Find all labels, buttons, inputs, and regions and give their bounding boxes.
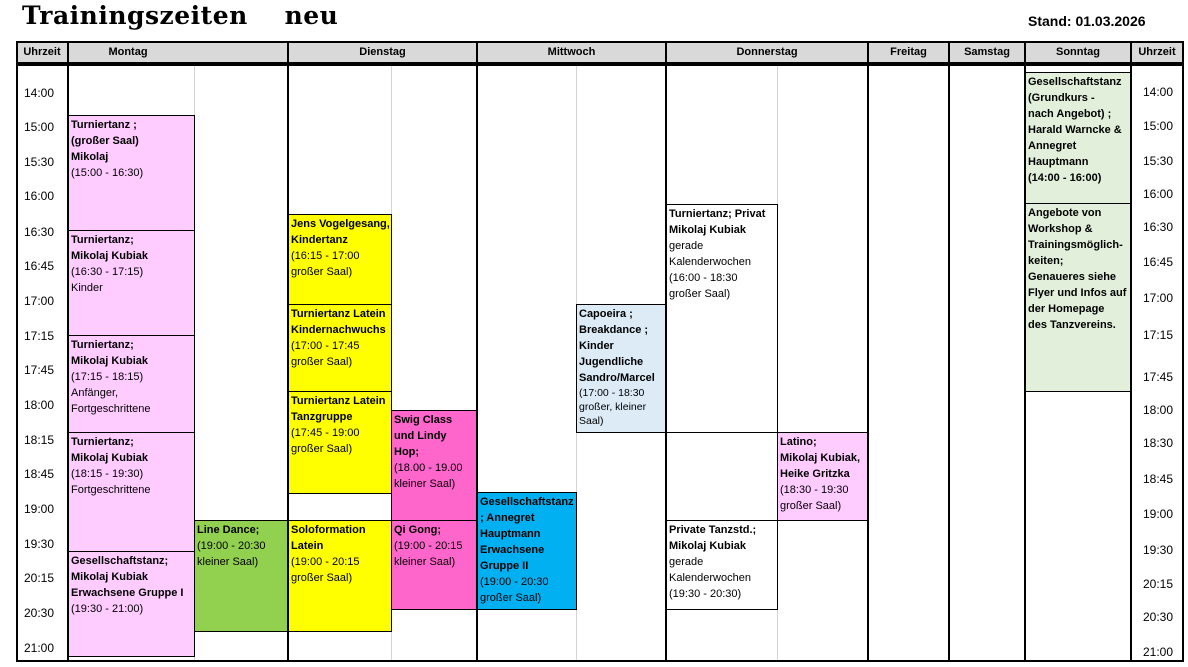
time-label: 20:30	[24, 606, 55, 620]
block-line: Turniertanz;	[71, 234, 134, 246]
time-label: 20:30	[1143, 610, 1174, 624]
block-line: Turniertanz ;	[71, 119, 137, 131]
time-label: 18:30	[1143, 436, 1174, 450]
block-line: großer Saal)	[291, 266, 353, 278]
header-samstag: Samstag	[949, 41, 1025, 64]
block-line: Kindertanz	[291, 234, 348, 246]
time-label: 14:00	[24, 86, 55, 100]
block-line: großer Saal)	[291, 356, 353, 368]
block-line: (17:00 - 18:30	[579, 387, 645, 399]
training-block-private-tanzstunde[interactable]	[666, 520, 778, 610]
time-label: 16:00	[1143, 187, 1174, 201]
block-line: Mikolaj	[71, 151, 109, 163]
time-label: 14:00	[1143, 85, 1174, 99]
time-label: 19:30	[1143, 543, 1174, 557]
training-block-kindertanz[interactable]	[288, 214, 392, 305]
training-block-gesellschaftstanz-gruppe-1[interactable]	[68, 551, 195, 657]
time-label: 21:00	[1143, 645, 1174, 659]
training-block-gesellschaftstanz-grundkurs[interactable]	[1025, 72, 1131, 204]
header-mittwoch: Mittwoch	[477, 41, 666, 64]
training-block-turniertanz-privat[interactable]	[666, 204, 778, 433]
block-line: Gesellschaftstanz	[480, 496, 574, 508]
block-line: (19:30 - 20:30)	[669, 588, 742, 600]
block-line: Hauptmann	[480, 528, 541, 540]
block-line: Line Dance;	[197, 524, 260, 536]
training-block-turniertanz-fortgeschrittene[interactable]	[68, 432, 195, 552]
time-label: 16:30	[1143, 220, 1174, 234]
training-block-turniertanz-kinder[interactable]	[68, 230, 195, 336]
time-label: 16:45	[1143, 255, 1174, 269]
block-line: (18.00 - 19.00	[394, 462, 463, 474]
header-donnerstag: Donnerstag	[666, 41, 868, 64]
header-sonntag: Sonntag	[1025, 41, 1131, 64]
block-line: Turniertanz Latein	[291, 395, 386, 407]
time-label: 20:15	[24, 571, 55, 585]
block-line: kleiner Saal)	[394, 478, 456, 490]
block-line: Latein	[291, 540, 324, 552]
grid-bottom-line	[16, 660, 1183, 662]
block-line: Workshop &	[1028, 223, 1093, 235]
block-line: keiten;	[1028, 255, 1064, 267]
block-line: Kindernachwuchs	[291, 324, 386, 336]
block-line: Mikolaj Kubiak	[71, 571, 149, 583]
block-line: Mikolaj Kubiak	[669, 224, 747, 236]
header-freitag: Freitag	[868, 41, 949, 64]
time-label: 16:30	[24, 225, 55, 239]
block-line: Hop;	[394, 446, 420, 458]
block-line: Trainingsmöglich-	[1028, 239, 1123, 251]
block-line: (19:00 - 20:15	[291, 556, 360, 568]
block-line: Sandro/Marcel	[579, 372, 655, 384]
block-line: Flyer und Infos auf	[1028, 287, 1127, 299]
block-line: (19:00 - 20:30	[197, 540, 266, 552]
training-block-turniertanz-latein-kinder[interactable]	[288, 304, 392, 392]
block-line: Turniertanz Latein	[291, 308, 386, 320]
block-line: kleiner Saal)	[394, 556, 456, 568]
header-montag: Montag	[68, 41, 288, 64]
page-title: Trainingszeiten neu	[22, 1, 339, 30]
time-label: 15:30	[1143, 154, 1174, 168]
block-line: Swig Class	[394, 414, 453, 426]
col-line	[867, 41, 869, 662]
block-line: Mikolaj Kubiak	[71, 452, 149, 464]
block-line: Mikolaj Kubiak	[71, 355, 149, 367]
block-line: Erwachsene Gruppe I	[71, 587, 184, 599]
time-label: 19:30	[24, 537, 55, 551]
training-block-latino[interactable]	[777, 432, 868, 521]
time-label: 17:45	[24, 363, 55, 377]
block-line: Turniertanz;	[71, 339, 134, 351]
block-line: Fortgeschrittene	[71, 403, 151, 415]
block-line: Kinder	[71, 282, 103, 294]
header-uhrzeit-left: Uhrzeit	[16, 41, 68, 64]
block-line: (17:15 - 18:15)	[71, 371, 144, 383]
block-line: Heike Gritzka	[780, 468, 850, 480]
training-block-capoeira-breakdance[interactable]	[576, 304, 666, 433]
block-line: Mikolaj Kubiak	[71, 250, 149, 262]
block-line: der Homepage	[1028, 303, 1105, 315]
time-label: 15:00	[1143, 119, 1174, 133]
block-line: Latino;	[780, 436, 817, 448]
training-block-soloformation-latein[interactable]	[288, 520, 392, 632]
time-label: 18:00	[1143, 403, 1174, 417]
training-block-turniertanz-anfaenger[interactable]	[68, 335, 195, 433]
block-line: Mikolaj Kubiak	[669, 540, 747, 552]
block-line: gerade	[669, 240, 704, 252]
col-line	[948, 41, 950, 662]
header-uhrzeit-right: Uhrzeit	[1131, 41, 1183, 64]
block-line: Mikolaj Kubiak,	[780, 452, 861, 464]
time-label: 17:15	[24, 329, 55, 343]
block-line: (15:00 - 16:30)	[71, 167, 144, 179]
block-line: ; Annegret	[480, 512, 535, 524]
block-line: Tanzgruppe	[291, 411, 353, 423]
block-line: (17:45 - 19:00	[291, 427, 360, 439]
block-line: (19:30 - 21:00)	[71, 603, 144, 615]
block-line: des Tanzvereins.	[1028, 319, 1116, 331]
block-line: und Lindy	[394, 430, 447, 442]
block-line: großer Saal)	[780, 500, 842, 512]
header-bottom-line	[16, 64, 1183, 66]
block-line: Breakdance ;	[579, 324, 649, 336]
training-block-line-dance[interactable]	[194, 520, 288, 632]
block-line: Angebote von	[1028, 207, 1102, 219]
block-line: kleiner Saal)	[197, 556, 259, 568]
time-label: 16:45	[24, 259, 55, 273]
time-label: 18:45	[24, 467, 55, 481]
time-label: 21:00	[24, 641, 55, 655]
block-line: (16:30 - 17:15)	[71, 266, 144, 278]
block-line: (19:00 - 20:15	[394, 540, 463, 552]
time-label: 18:15	[24, 433, 55, 447]
block-line: Kinder	[579, 340, 614, 352]
block-line: Jugendliche	[579, 356, 644, 368]
time-label: 17:00	[1143, 291, 1174, 305]
block-line: (großer Saal)	[71, 135, 139, 147]
time-label: 18:00	[24, 398, 55, 412]
block-line: Gesellschaftstanz	[1028, 76, 1122, 88]
col-line	[16, 41, 18, 662]
time-label: 20:15	[1143, 577, 1174, 591]
time-label: 15:30	[24, 155, 55, 169]
col-line	[1182, 41, 1184, 662]
block-line: großer, kleiner	[579, 401, 647, 413]
block-line: Hauptmann	[1028, 156, 1089, 168]
training-block-turniertanz-latein-tanzgruppe[interactable]	[288, 391, 392, 494]
block-line: (19:00 - 20:30	[480, 576, 549, 588]
block-line: Harald Warncke &	[1028, 124, 1122, 136]
block-line: Turniertanz; Privat	[669, 208, 766, 220]
training-block-turniertanz-mikolaj[interactable]	[68, 115, 195, 231]
block-line: Capoeira ;	[579, 308, 633, 320]
block-line: (17:00 - 17:45	[291, 340, 360, 352]
training-block-gesellschaftstanz-gruppe-2[interactable]	[477, 492, 577, 610]
block-line: Soloformation	[291, 524, 366, 536]
block-line: Saal)	[579, 415, 604, 427]
block-line: Gesellschaftstanz;	[71, 555, 169, 567]
block-line: Genaueres siehe	[1028, 271, 1117, 283]
block-line: (16:15 - 17:00	[291, 250, 360, 262]
block-line: Turniertanz;	[71, 436, 134, 448]
block-line: großer Saal)	[291, 443, 353, 455]
block-line: Annegret	[1028, 140, 1077, 152]
block-line: (16:00 - 18:30	[669, 272, 738, 284]
block-line: (18:30 - 19:30	[780, 484, 849, 496]
time-label: 17:45	[1143, 370, 1174, 384]
block-line: Anfänger,	[71, 387, 119, 399]
block-line: Private Tanzstd.;	[669, 524, 757, 536]
block-line: großer Saal)	[480, 592, 542, 604]
training-block-qi-gong[interactable]	[391, 520, 477, 610]
block-line: gerade	[669, 556, 704, 568]
block-line: Jens Vogelgesang,	[291, 218, 390, 230]
block-line: Qi Gong;	[394, 524, 442, 536]
block-line: Kalenderwochen	[669, 256, 751, 268]
info-block-workshops[interactable]	[1025, 203, 1131, 392]
block-line: Kalenderwochen	[669, 572, 751, 584]
time-label: 15:00	[24, 120, 55, 134]
block-line: Fortgeschrittene	[71, 484, 151, 496]
training-block-swing-lindy-hop[interactable]	[391, 410, 477, 521]
time-label: 17:00	[24, 294, 55, 308]
time-label: 18:45	[1143, 472, 1174, 486]
block-line: (14:00 - 16:00)	[1028, 172, 1102, 184]
block-line: Gruppe II	[480, 560, 529, 572]
time-label: 16:00	[24, 189, 55, 203]
block-line: großer Saal)	[291, 572, 353, 584]
block-line: (18:15 - 19:30)	[71, 468, 144, 480]
time-label: 19:00	[1143, 507, 1174, 521]
stand-date: Stand: 01.03.2026	[1028, 13, 1146, 29]
header-dienstag: Dienstag	[288, 41, 477, 64]
block-line: Erwachsene	[480, 544, 545, 556]
block-line: (Grundkurs -	[1028, 92, 1095, 104]
block-line: großer Saal)	[669, 288, 731, 300]
time-label: 17:15	[1143, 328, 1174, 342]
block-line: nach Angebot) ;	[1028, 108, 1112, 120]
time-label: 19:00	[24, 502, 55, 516]
